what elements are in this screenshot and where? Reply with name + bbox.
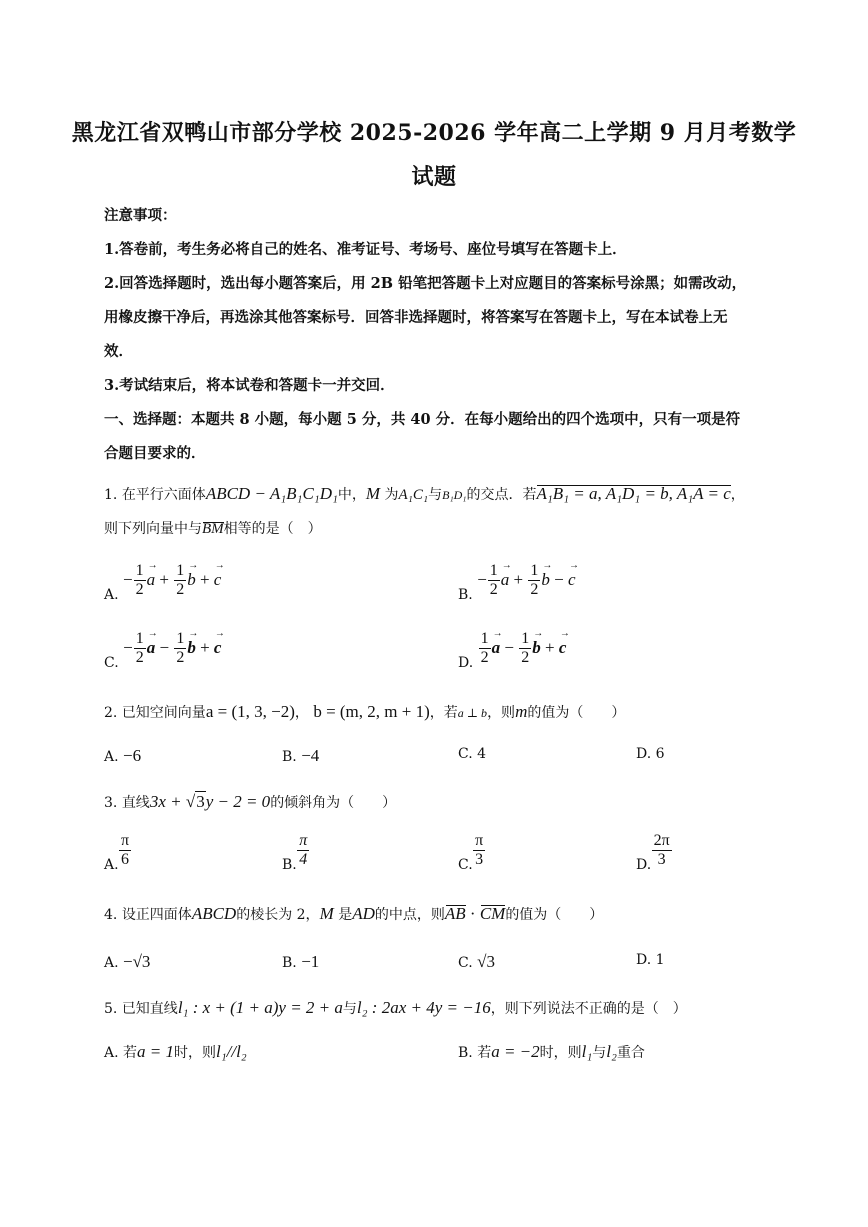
question-1-option-b[interactable]: B. − $\frac{1}{2}$ a → + $\frac{1}{2}$ b → − c →	[458, 562, 576, 603]
question-4-option-a[interactable]	[104, 952, 150, 972]
option-label: A.	[104, 955, 119, 971]
option-label: D.	[636, 856, 652, 873]
question-2-option-d[interactable]	[636, 746, 665, 762]
option-label: C.	[104, 654, 119, 671]
math-perpendicular: a ⊥ b	[457, 706, 488, 720]
question-text: 与	[428, 487, 443, 503]
math-solid: ABCD − A₁B₁C₁D₁	[205, 484, 338, 503]
frac-denominator: 6	[121, 851, 130, 869]
frac-denominator: 4	[299, 851, 308, 869]
math-point-m: M	[319, 904, 334, 923]
option-label: B.	[282, 856, 297, 873]
question-4-stem	[104, 904, 774, 924]
question-4-option-b[interactable]	[282, 952, 319, 972]
question-text: 在平行六面体	[121, 487, 206, 503]
question-1-option-d[interactable]: D. $\frac{1}{2}$ a → − $\frac{1}{2}$ b → + c →	[458, 630, 566, 671]
option-text: 时，则	[539, 1045, 582, 1061]
math-variable-m: m	[515, 702, 528, 721]
question-4-option-c[interactable]	[458, 952, 495, 972]
math-radicand: 3	[196, 792, 205, 811]
question-2-option-a[interactable]	[104, 746, 141, 766]
option-text: 与	[592, 1045, 607, 1061]
question-text: 已知空间向量	[121, 705, 206, 721]
question-3-stem	[104, 792, 774, 812]
option-label: D.	[636, 746, 652, 762]
math-line-equation-b: y − 2 = 0	[205, 792, 271, 811]
option-label: D.	[458, 654, 474, 671]
question-text: 的值为（ ）	[505, 907, 604, 923]
math-condition: a = −2	[491, 1042, 540, 1061]
question-text: 的值为（ ）	[527, 705, 626, 721]
option-label: C.	[458, 746, 473, 762]
option-value: −√3	[123, 952, 151, 971]
question-1-option-c[interactable]: C. − $\frac{1}{2}$ a → − $\frac{1}{2}$ b → + c →	[104, 630, 221, 671]
question-text: 的中点，则	[374, 907, 445, 923]
option-label: A.	[104, 586, 119, 603]
question-text: 的倾斜角为（ ）	[270, 795, 397, 811]
question-4-option-d[interactable]	[636, 952, 665, 968]
option-label: B.	[458, 1045, 473, 1061]
option-label: B.	[282, 955, 297, 971]
notice-item-3: 3.考试结束后，将本试卷和答题卡一并交回．	[104, 377, 395, 394]
frac-denominator: 3	[475, 851, 484, 869]
math-line-l1: l₁ : x + (1 + a)y = 2 + a	[177, 998, 343, 1017]
math-diagonal-2: B₁D₁	[442, 488, 467, 502]
question-1-option-a[interactable]: A. − $\frac{1}{2}$ a → + $\frac{1}{2}$ b → + c →	[104, 562, 221, 603]
option-value: 4	[477, 746, 487, 762]
option-text: 重合	[616, 1045, 645, 1061]
question-2-stem: 2. 已知空间向量a = (1, 3, −2)， b = (m, 2, m + 1)，若a ⊥ b，则m的值为（ ）	[104, 702, 626, 721]
question-3-option-d[interactable]	[636, 832, 673, 873]
option-value: −1	[301, 952, 320, 971]
question-1-stem-line-2	[104, 518, 774, 538]
question-text: 相等的是（ ）	[223, 521, 322, 537]
question-5-option-b[interactable]	[458, 1042, 645, 1062]
question-text: 若	[443, 705, 458, 721]
option-label: A.	[104, 856, 119, 873]
question-text: 已知直线	[121, 1001, 178, 1017]
option-label: C.	[458, 856, 473, 873]
math-segment-ad: AD	[352, 904, 375, 923]
question-number: 2.	[104, 705, 118, 721]
math-result: l₂	[606, 1042, 617, 1061]
exam-title-line-2: 试题	[411, 164, 457, 190]
math-line-equation-a: 3x +	[149, 792, 186, 811]
question-number: 4.	[104, 907, 118, 923]
question-2-option-c[interactable]	[458, 746, 486, 762]
notice-item-2-line-3: 效．	[104, 343, 133, 360]
math-line-l2: l₂ : 2ax + 4y = −16	[356, 998, 491, 1017]
math-point-m: M	[365, 484, 381, 503]
math-vector-cm: CM	[479, 904, 506, 923]
notice-heading: 注意事项：	[104, 207, 177, 224]
math-condition: a = 1	[137, 1042, 174, 1061]
option-label: B.	[458, 586, 473, 603]
math-sqrt: √3	[185, 792, 205, 811]
option-text: 时，则	[174, 1045, 216, 1061]
option-label: A.	[104, 749, 119, 765]
frac-numerator: π	[473, 832, 485, 851]
question-text: 与	[342, 1001, 357, 1017]
question-number: 5.	[104, 1001, 118, 1017]
math-result: l₁	[581, 1042, 593, 1061]
question-3-option-b[interactable]	[282, 832, 310, 873]
notice-item-1: 1.答卷前，考生务必将自己的姓名、准考证号、考场号、座位号填写在答题卡上．	[104, 241, 627, 258]
question-text: 为	[384, 487, 399, 503]
option-value: √3	[477, 952, 495, 971]
option-value: 6	[655, 746, 665, 762]
question-number: 3.	[104, 795, 118, 811]
option-label: D.	[636, 952, 652, 968]
section-1-heading-line-1: 一、选择题：本题共 8 小题，每小题 5 分，共 40 分．在每小题给出的四个选项中，只有一项是符	[104, 411, 741, 428]
notice-item-2-line-1: 2.回答选择题时，选出每小题答案后，用 2B 铅笔把答题卡上对应题目的答案标号涂黑；如需改动，	[104, 275, 747, 292]
math-vector-condition: A₁B₁ = a, A₁D₁ = b, A₁A = c	[536, 484, 731, 503]
math-vector-bm: BM	[202, 521, 224, 537]
option-value: −6	[123, 746, 142, 765]
question-text: 的交点．若	[466, 487, 537, 503]
question-text: ，则下列说法不正确的是（ ）	[490, 1001, 687, 1017]
math-diagonal-1: A₁C₁	[398, 487, 429, 503]
frac-numerator: π	[297, 832, 309, 851]
section-1-heading-line-2: 合题目要求的．	[104, 445, 206, 462]
math-solid: ABCD	[191, 904, 237, 923]
question-text: 是	[338, 907, 353, 923]
question-text: 中，	[337, 487, 366, 503]
question-5-stem	[104, 998, 774, 1018]
question-text: 设正四面体	[121, 907, 192, 923]
math-dot: ·	[465, 904, 480, 923]
frac-numerator: 2π	[652, 832, 672, 851]
option-label: C.	[458, 955, 473, 971]
question-text: 的棱长为 2，	[236, 907, 320, 923]
question-1-stem: 1. 在平行六面体ABCD − A₁B₁C₁D₁中，M 为A₁C₁与B₁D₁的交点．若A₁B₁ = a, A₁D₁ = b, A₁A = c，	[104, 484, 745, 503]
option-label: A.	[104, 1045, 119, 1061]
option-value: −4	[301, 746, 320, 765]
exam-title-line-1: 黑龙江省双鸭山市部分学校 2025-2026 学年高二上学期 9 月月考数学	[71, 120, 797, 146]
math-vector-ab: AB	[444, 904, 466, 923]
math-vector-a: a = (1, 3, −2)	[205, 702, 295, 721]
frac-denominator: 3	[657, 851, 666, 869]
option-text: 若	[477, 1045, 492, 1061]
question-text: 直线	[121, 795, 150, 811]
math-result: l₁//l₂	[216, 1042, 247, 1061]
frac-numerator: π	[119, 832, 131, 851]
option-text: 若	[123, 1045, 138, 1061]
math-vector-b: b = (m, 2, m + 1)	[313, 702, 430, 721]
question-text: 则下列向量中与	[104, 521, 202, 537]
question-2-option-b[interactable]	[282, 746, 319, 766]
question-5-option-a[interactable]	[104, 1042, 247, 1062]
question-3-option-c[interactable]	[458, 832, 486, 873]
question-number: 1.	[104, 487, 118, 503]
notice-item-2-line-2: 用橡皮擦干净后，再选涂其他答案标号．回答非选择题时，将答案写在答题卡上，写在本试卷上无	[104, 309, 728, 326]
option-value: 1	[655, 952, 665, 968]
option-label: B.	[282, 749, 297, 765]
question-text: ，则	[487, 705, 516, 721]
question-3-option-a[interactable]	[104, 832, 132, 873]
